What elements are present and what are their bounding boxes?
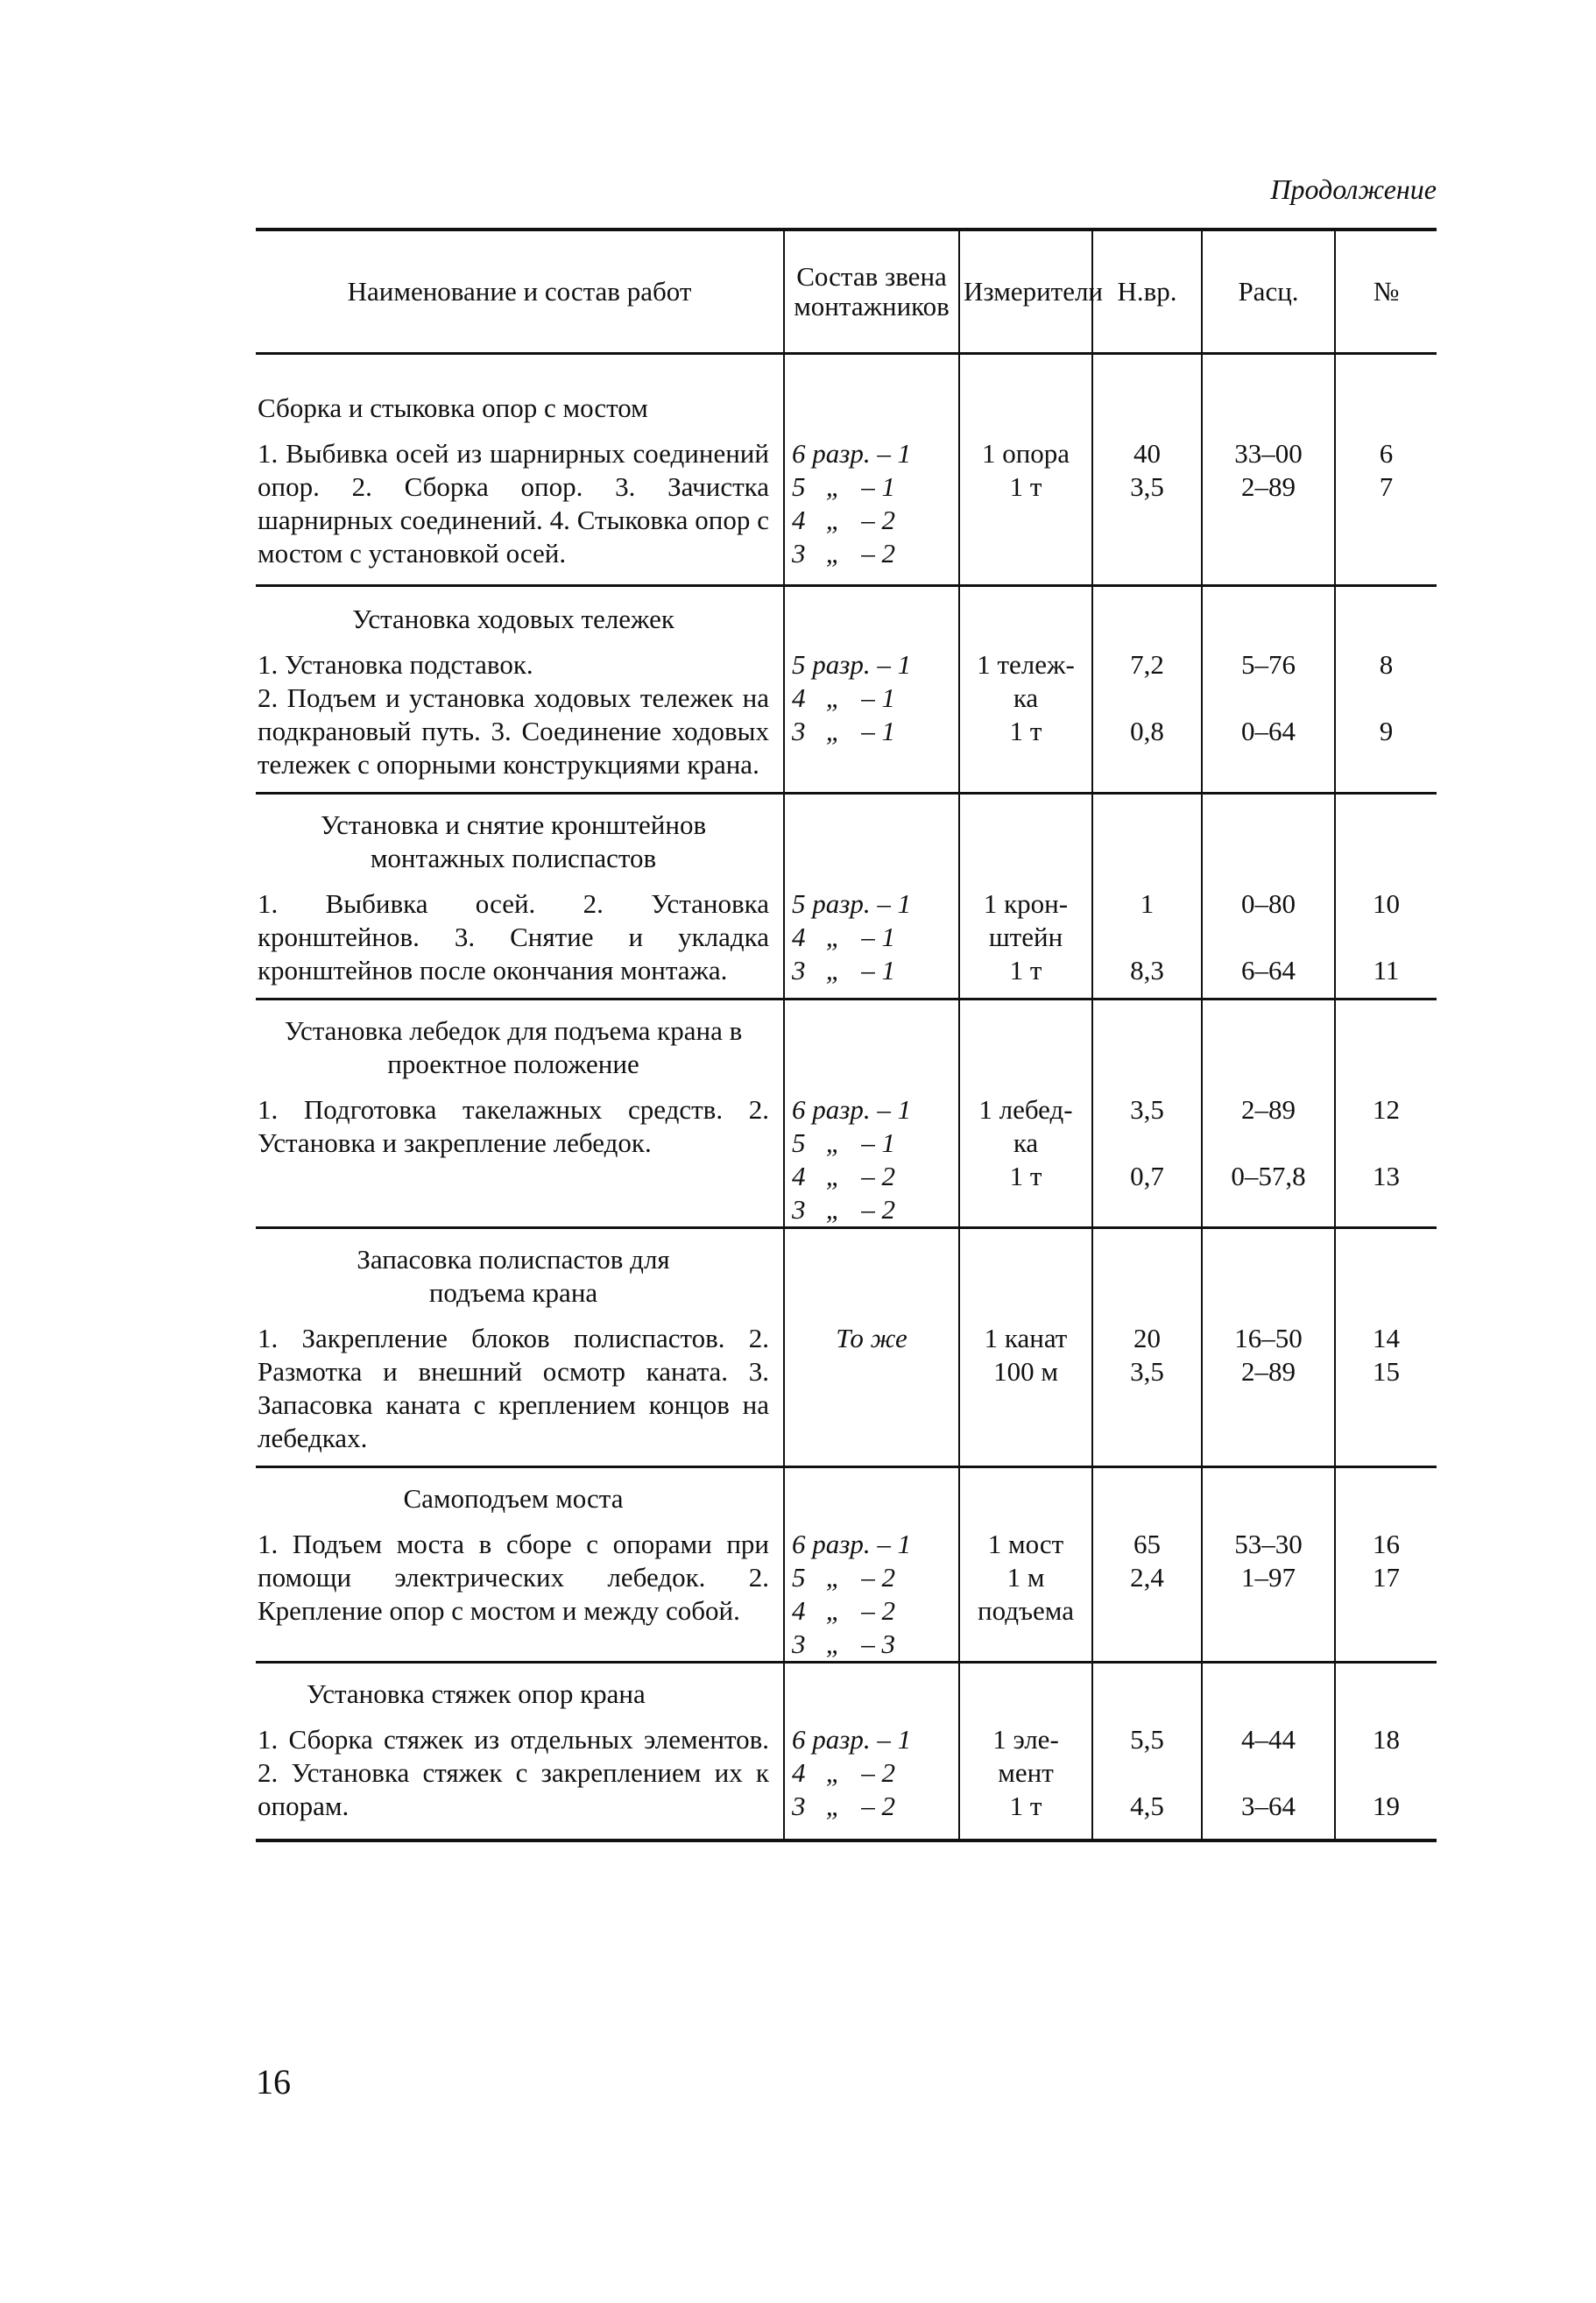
crew-line: 4 „ – 2 bbox=[792, 1757, 895, 1788]
crew-line: 4 „ – 1 bbox=[792, 922, 895, 952]
section-title: Запасовка полиспастов для подъема крана bbox=[357, 1244, 670, 1308]
name-cell bbox=[256, 794, 784, 1000]
name-cell bbox=[256, 1000, 784, 1228]
unit-line: 100 м bbox=[993, 1356, 1058, 1387]
rate-value: 4–44 bbox=[1241, 1724, 1296, 1755]
rate-cell bbox=[1202, 1228, 1335, 1467]
row-number: 10 bbox=[1373, 888, 1400, 919]
crew-line: 6 разр. – 1 bbox=[792, 1724, 912, 1755]
rate-value: 2–89 bbox=[1241, 471, 1296, 502]
rate-cell bbox=[1202, 1000, 1335, 1228]
crew-line: 3 „ – 1 bbox=[792, 955, 895, 985]
header-name: Наименование и состав работ bbox=[256, 230, 784, 354]
norm-value: 2,4 bbox=[1130, 1562, 1164, 1593]
num-cell bbox=[1335, 354, 1437, 586]
unit-cell bbox=[959, 794, 1092, 1000]
crew-cell bbox=[784, 794, 959, 1000]
rate-cell bbox=[1202, 354, 1335, 586]
norm-value: 3,5 bbox=[1130, 471, 1164, 502]
rate-cell bbox=[1202, 794, 1335, 1000]
rate-value: 0–80 bbox=[1241, 888, 1296, 919]
row-number: 15 bbox=[1373, 1356, 1400, 1387]
header-norm: Н.вр. bbox=[1092, 230, 1202, 354]
rate-cell bbox=[1202, 1467, 1335, 1663]
rate-value: 5–76 bbox=[1241, 649, 1296, 680]
crew-line: 3 „ – 2 bbox=[792, 1194, 895, 1225]
row-number: 17 bbox=[1373, 1562, 1400, 1593]
row-number: 19 bbox=[1373, 1791, 1400, 1821]
unit-line: штейн bbox=[988, 922, 1063, 952]
rate-value: 2–89 bbox=[1241, 1094, 1296, 1125]
crew-line: 4 „ – 2 bbox=[792, 1161, 895, 1191]
continuation-label: Продолжение bbox=[1270, 173, 1437, 205]
table-row bbox=[256, 1000, 1437, 1228]
section-description: 1. Подъем моста в сборе с опорами при помощи электрических лебедок. 2. Крепление опор с мостом и между собой. bbox=[258, 1529, 769, 1626]
section-title: Самоподъем моста bbox=[403, 1483, 624, 1514]
norm-value: 5,5 bbox=[1130, 1724, 1164, 1755]
section-description: 1. Выбивка осей из шарнирных соединений опор. 2. Сборка опор. 3. Зачистка шарнирных соединений. 4. Стыковка опор с мостом с установкой осей. bbox=[258, 438, 769, 569]
unit-line: 1 мост bbox=[987, 1529, 1064, 1559]
norm-value: 40 bbox=[1133, 438, 1161, 469]
unit-cell bbox=[959, 1663, 1092, 1841]
crew-line: 3 „ – 2 bbox=[792, 538, 895, 569]
crew-line: 5 разр. – 1 bbox=[792, 649, 912, 680]
crew-cell bbox=[784, 1467, 959, 1663]
name-cell bbox=[256, 354, 784, 586]
name-cell bbox=[256, 586, 784, 794]
table-row bbox=[256, 1663, 1437, 1841]
unit-line: ка bbox=[1013, 1127, 1039, 1158]
section-title: Сборка и стыковка опор с мостом bbox=[258, 392, 648, 423]
row-number: 16 bbox=[1373, 1529, 1400, 1559]
crew-cell bbox=[784, 354, 959, 586]
unit-cell bbox=[959, 1467, 1092, 1663]
table-header-row bbox=[256, 230, 1437, 354]
norm-value: 0,8 bbox=[1130, 716, 1164, 746]
section-title: Установка стяжек опор крана bbox=[307, 1678, 646, 1709]
header-num: № bbox=[1335, 230, 1437, 354]
row-number: 12 bbox=[1373, 1094, 1400, 1125]
norm-cell bbox=[1092, 354, 1202, 586]
rate-value: 0–64 bbox=[1241, 716, 1296, 746]
section-description: 1. Сборка стяжек из отдельных элементов. 2. Установка стяжек с закреплением их к опорам. bbox=[258, 1724, 769, 1821]
rate-value: 53–30 bbox=[1234, 1529, 1303, 1559]
table-row bbox=[256, 1228, 1437, 1467]
table-row bbox=[256, 1467, 1437, 1663]
rate-value: 33–00 bbox=[1234, 438, 1303, 469]
table-row bbox=[256, 586, 1437, 794]
norm-cell bbox=[1092, 794, 1202, 1000]
norm-value: 3,5 bbox=[1130, 1356, 1164, 1387]
unit-cell bbox=[959, 586, 1092, 794]
table-row bbox=[256, 794, 1437, 1000]
crew-cell bbox=[784, 586, 959, 794]
norm-cell bbox=[1092, 1228, 1202, 1467]
crew-line: 6 разр. – 1 bbox=[792, 438, 912, 469]
crew-cell bbox=[784, 1000, 959, 1228]
unit-cell bbox=[959, 354, 1092, 586]
unit-line: 1 т bbox=[1009, 471, 1042, 502]
header-rate: Расц. bbox=[1202, 230, 1335, 354]
rate-cell bbox=[1202, 1663, 1335, 1841]
unit-line: ка bbox=[1013, 682, 1039, 713]
row-number: 7 bbox=[1379, 471, 1394, 502]
unit-line: 1 т bbox=[1009, 716, 1042, 746]
unit-cell bbox=[959, 1228, 1092, 1467]
header-unit: Измерители bbox=[959, 230, 1092, 354]
crew-line: 5 „ – 1 bbox=[792, 471, 895, 502]
norm-cell bbox=[1092, 1000, 1202, 1228]
work-norms-table bbox=[256, 228, 1437, 1842]
section-title: Установка и снятие кронштейнов монтажных полиспастов bbox=[320, 809, 707, 873]
section-description: 1. Подготовка такелажных средств. 2. Установка и закрепление лебедок. bbox=[258, 1094, 769, 1158]
norm-cell bbox=[1092, 586, 1202, 794]
row-number: 18 bbox=[1373, 1724, 1400, 1755]
rate-value: 1–97 bbox=[1241, 1562, 1296, 1593]
name-cell bbox=[256, 1663, 784, 1841]
section-description: 1. Выбивка осей. 2. Установка кронштейнов. 3. Снятие и укладка кронштейнов после окончания монтажа. bbox=[258, 888, 769, 985]
row-number: 13 bbox=[1373, 1161, 1400, 1191]
table-row bbox=[256, 354, 1437, 586]
crew-line: 5 „ – 2 bbox=[792, 1562, 895, 1593]
crew-line: 4 „ – 1 bbox=[792, 682, 895, 713]
page-number: 16 bbox=[256, 2062, 291, 2102]
unit-line: 1 т bbox=[1009, 1791, 1042, 1821]
crew-line: 3 „ – 1 bbox=[792, 716, 895, 746]
rate-value: 6–64 bbox=[1241, 955, 1296, 985]
rate-value: 2–89 bbox=[1241, 1356, 1296, 1387]
crew-line: 3 „ – 2 bbox=[792, 1791, 895, 1821]
row-number: 9 bbox=[1379, 716, 1394, 746]
row-number: 8 bbox=[1379, 649, 1394, 680]
name-cell bbox=[256, 1228, 784, 1467]
unit-line: 1 канат bbox=[984, 1323, 1068, 1353]
unit-line: 1 крон- bbox=[983, 888, 1069, 919]
num-cell bbox=[1335, 794, 1437, 1000]
norm-value: 0,7 bbox=[1130, 1161, 1164, 1191]
norm-value: 3,5 bbox=[1130, 1094, 1164, 1125]
row-number: 6 bbox=[1379, 438, 1394, 469]
crew-line: 4 „ – 2 bbox=[792, 1595, 895, 1626]
unit-line: 1 т bbox=[1009, 1161, 1042, 1191]
num-cell bbox=[1335, 1467, 1437, 1663]
crew-cell bbox=[784, 1663, 959, 1841]
num-cell bbox=[1335, 1663, 1437, 1841]
norm-cell bbox=[1092, 1467, 1202, 1663]
crew-line: 5 „ – 1 bbox=[792, 1127, 895, 1158]
rate-value: 16–50 bbox=[1234, 1323, 1303, 1353]
crew-cell: То же bbox=[784, 1228, 959, 1467]
unit-line: 1 опора bbox=[981, 438, 1070, 469]
section-description: 1. Закрепление блоков полиспастов. 2. Размотка и внешний осмотр каната. 3. Запасовка каната с креплением концов на лебедках. bbox=[258, 1323, 769, 1453]
norm-value: 1 bbox=[1140, 888, 1155, 919]
norm-value: 8,3 bbox=[1130, 955, 1164, 985]
norm-value: 4,5 bbox=[1130, 1791, 1164, 1821]
rate-cell bbox=[1202, 586, 1335, 794]
rate-value: 3–64 bbox=[1241, 1791, 1296, 1821]
norm-cell bbox=[1092, 1663, 1202, 1841]
rate-value: 0–57,8 bbox=[1231, 1161, 1306, 1191]
section-description-line: 2. Подъем и установка ходовых тележек на подкрановый путь. 3. Соединение ходовых тележек с опорными конструкциями крана. bbox=[258, 682, 769, 780]
crew-line: 6 разр. – 1 bbox=[792, 1094, 912, 1125]
unit-line: 1 эле- bbox=[992, 1724, 1059, 1755]
crew-line: 4 „ – 2 bbox=[792, 505, 895, 535]
section-title: Установка лебедок для подъема крана в проектное положение bbox=[284, 1015, 743, 1079]
unit-cell bbox=[959, 1000, 1092, 1228]
unit-line: подъема bbox=[978, 1595, 1074, 1626]
row-number: 11 bbox=[1373, 955, 1400, 985]
header-crew: Состав звена монтажников bbox=[784, 230, 959, 354]
section-title: Установка ходовых тележек bbox=[352, 604, 674, 634]
name-cell bbox=[256, 1467, 784, 1663]
crew-line: 6 разр. – 1 bbox=[792, 1529, 912, 1559]
unit-line: мент bbox=[998, 1757, 1054, 1788]
norm-value: 65 bbox=[1133, 1529, 1161, 1559]
unit-line: 1 т bbox=[1009, 955, 1042, 985]
num-cell bbox=[1335, 586, 1437, 794]
norm-value: 20 bbox=[1133, 1323, 1161, 1353]
unit-line: 1 м bbox=[1006, 1562, 1045, 1593]
norm-value: 7,2 bbox=[1130, 649, 1164, 680]
unit-line: 1 лебед- bbox=[978, 1094, 1073, 1125]
num-cell bbox=[1335, 1228, 1437, 1467]
crew-line: 3 „ – 3 bbox=[792, 1628, 895, 1659]
crew-line: 5 разр. – 1 bbox=[792, 888, 912, 919]
row-number: 14 bbox=[1373, 1323, 1400, 1353]
num-cell bbox=[1335, 1000, 1437, 1228]
unit-line: 1 тележ- bbox=[977, 649, 1075, 680]
section-description-line: 1. Установка подставок. bbox=[258, 649, 533, 680]
